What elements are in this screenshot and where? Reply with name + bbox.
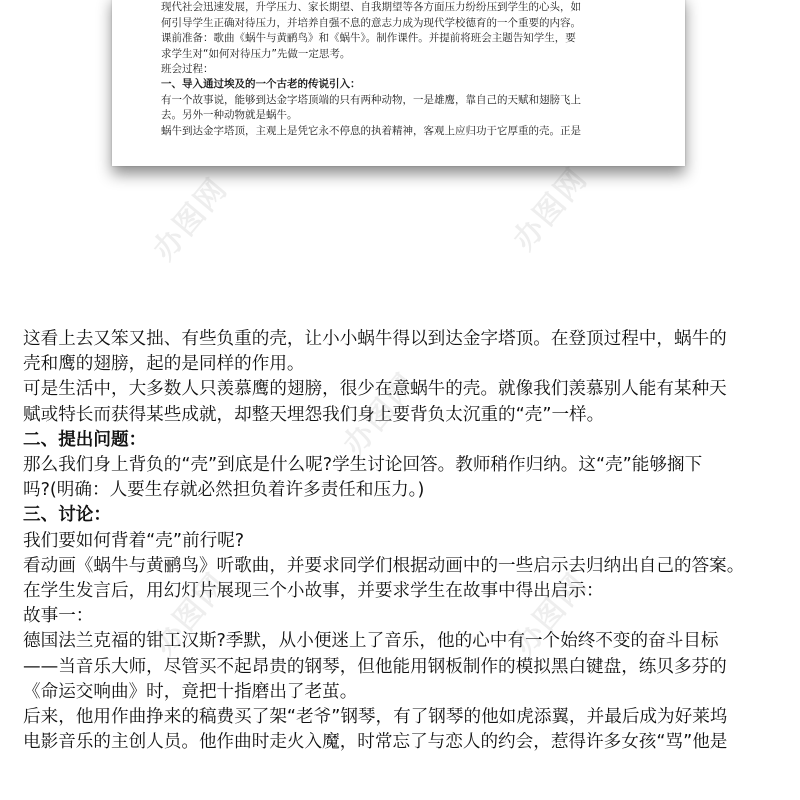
preview-heading: 一、导入通过埃及的一个古老的传说引入： (161, 78, 361, 91)
document-preview-text (161, 0, 641, 139)
body-line: 《命运交响曲》时，竟把十指磨出了老茧。 (23, 681, 358, 702)
preview-line: 求学生对“如何对待压力”先做一定思考。 (161, 47, 351, 60)
body-line: 德国法兰克福的钳工汉斯?季默，从小便迷上了音乐，他的心中有一个始终不变的奋斗目标 (23, 631, 719, 652)
preview-line: 去。另外一种动物就是蜗牛。 (161, 109, 298, 122)
body-line: 壳和鹰的翅膀，起的是同样的作用。 (23, 354, 305, 375)
preview-line: 现代社会迅速发展，升学压力、家长期望、自我期望等各方面压力纷纷压到学生的心头，如 (161, 1, 581, 14)
body-line: ——当音乐大师，尽管买不起昂贵的钢琴，但他能用钢板制作的模拟黑白键盘，练贝多芬的 (23, 656, 727, 677)
watermark: 办图网 (146, 566, 235, 663)
body-line: 可是生活中，大多数人只羡慕鹰的翅膀，很少在意蜗牛的壳。就像我们羡慕别人能有某种天 (23, 379, 727, 400)
body-line: 这看上去又笨又拙、有些负重的壳，让小小蜗牛得以到达金字塔顶。在登顶过程中，蜗牛的 (23, 329, 727, 349)
preview-line: 课前准备：歌曲《蜗牛与黄鹂鸟》和《蜗牛》。制作课件。并提前将班会主题告知学生，要 (161, 32, 576, 45)
body-line: 那么我们身上背负的“壳”到底是什么呢?学生讨论回答。教师稍作归纳。这“壳”能够搁下 (23, 455, 703, 476)
body-line: 看动画《蜗牛与黄鹂鸟》听歌曲，并要求同学们根据动画中的一些启示去归纳出自己的答案。 (23, 555, 745, 576)
document-preview-card (112, 0, 685, 166)
watermark: 办图网 (146, 171, 235, 268)
watermark: 办图网 (506, 566, 595, 663)
body-line: 后来，他用作曲挣来的稿费买了架“老爷”钢琴，有了钢琴的他如虎添翼，并最后成为好莱坞 (23, 707, 728, 728)
body-line: 赋或特长而获得某些成就，却整天埋怨我们身上要背负太沉重的“壳”一样。 (23, 404, 605, 425)
body-line: 故事一： (23, 606, 94, 627)
watermark: 办图网 (506, 161, 595, 258)
preview-line: 何引导学生正确对待压力，并培养自强不息的意志力成为现代学校德育的一个重要的内容。 (161, 16, 581, 29)
section-heading: 三、讨论： (23, 505, 111, 526)
body-line: 在学生发言后，用幻灯片展现三个小故事，并要求学生在故事中得出启示： (23, 581, 604, 602)
body-line: 我们要如何背着“壳”前行呢? (23, 530, 245, 551)
body-line: 电影音乐的主创人员。他作曲时走火入魔，时常忘了与恋人的约会，惹得许多女孩“骂”他是 (23, 732, 728, 753)
document-body (23, 327, 783, 755)
preview-line: 蜗牛到达金字塔顶，主观上是凭它永不停息的执着精神，客观上应归功于它厚重的壳。正是 (161, 124, 581, 137)
body-line: 吗?(明确：人要生存就必然担负着许多责任和压力。) (23, 480, 425, 501)
preview-line: 有一个故事说，能够到达金字塔顶端的只有两种动物，一是雄鹰，靠自己的天赋和翅膀飞上 (161, 93, 581, 106)
preview-line: 班会过程： (161, 63, 214, 76)
section-heading: 二、提出问题： (23, 429, 147, 450)
watermark: 办图网 (336, 366, 425, 463)
